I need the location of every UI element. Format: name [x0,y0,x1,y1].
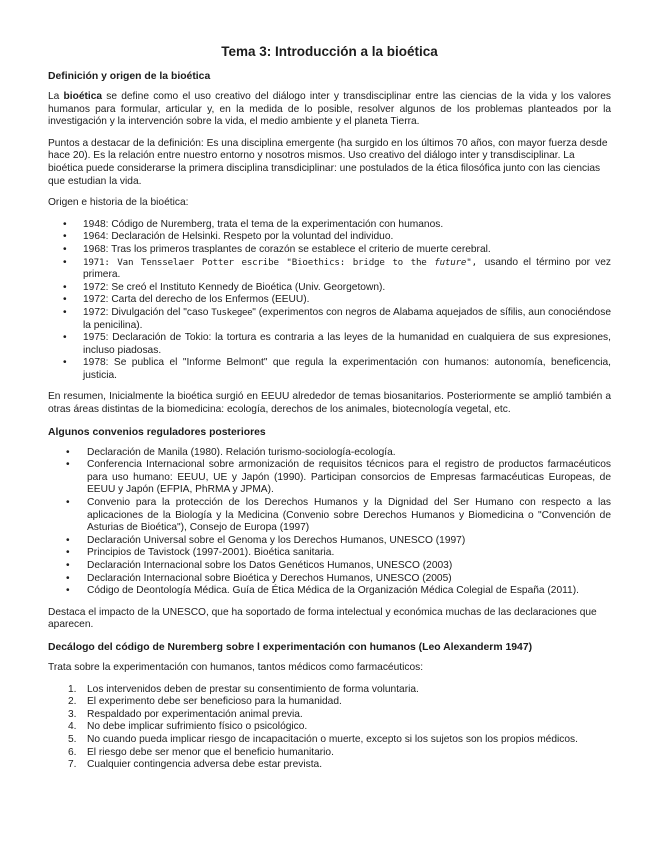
list-item [48,244,611,257]
text-run: La [48,91,64,102]
list-item-text: 1968: Tras los primeros trasplantes de corazón se establece el criterio de muerte cerebral. [83,243,491,255]
bullet-icon: • [66,560,70,571]
paragraph-definicion [48,91,611,129]
list-item-text: Principios de Tavistock (1997-2001). Bioética sanitaria. [87,547,335,559]
list-item [48,497,611,535]
list-item [48,747,611,760]
list-number: 2. [68,696,77,708]
list-item [48,219,611,232]
list-item [48,585,611,598]
list-item [48,294,611,307]
paragraph-unesco: Destaca el impacto de la UNESCO, que ha soportado de forma intelectual y económica muchas de las declaraciones que aparecen. [48,606,597,631]
bullet-icon: • [63,231,67,243]
list-item-text: Conferencia Internacional sobre armonización de requisitos técnicos para el registro de productos farmacéuticos para uso humano: EEUU, UE y Japón (1990). Participan consorcios de Empresas farmacéuticas Europeas, de EEUU y Japón (EFPIA, PhRMA y JPMA). [87,459,611,496]
origin-label: Origen e historia de la bioética: [48,197,189,209]
paragraph-puntos: Puntos a destacar de la definición: Es una disciplina emergente (ha surgido en los últimos 70 años, con mayor fuerza desde hace 20). Es la relación entre nuestro entorno y nosotros mismos. Uso creativo del diálogo inter y transdisciplinar. La bioética puede considerarse la primera disciplina transdiciplinar: une postulados de la ética filosófica junto con las ciencias que estudian la vida. [48,137,608,187]
bold-term-bioetica: bioética [63,91,103,102]
list-number: 6. [68,746,77,758]
timeline-list [48,219,611,383]
section-heading-definicion: Definición y origen de la bioética [48,71,211,82]
bullet-icon: • [63,256,67,268]
convenios-list [48,447,611,598]
list-item-tuskegee [48,307,611,332]
list-item-text: 1964: Declaración de Helsinki. Respeto por la voluntad del individuo. [83,231,394,243]
bullet-icon: • [66,547,70,559]
bullet-icon: • [63,294,67,306]
section-heading-decalogo: Decálogo del código de Nuremberg sobre l experimentación con humanos (Leo Alexanderm 1947) [48,641,533,653]
list-number: 5. [68,733,77,745]
paragraph-resumen: En resumen, Inicialmente la bioética surgió en EEUU alrededor de temas biosanitarios. Posteriormente se amplió también a otras áreas distintas de la biomedicina: ecología, derechos de los animales, biotecnología vegetal, etc. [48,391,611,416]
list-item-text: 1978: Se publica el "Informe Belmont" que regula la experimentación con humanos: autonomía, beneficencia, justicia. [83,357,611,381]
list-item [48,759,611,772]
list-number: 1. [68,683,77,695]
tuskegee-text-c: " (experimentos con negros de Alabama aquejados de sífilis, aun conociéndose la penicilina). [83,306,611,331]
list-item [48,709,611,722]
list-item-text: No cuando pueda implicar riesgo de incapacitación o muerte, excepto si los sujetos son los propios médicos. [87,733,578,745]
list-item-text: Cualquier contingencia adversa debe estar prevista. [87,759,323,771]
text-run: se define como el uso creativo del diálogo inter y transdisciplinar entre las ciencias de la vida y los valores humanos para formular, articular y, en la medida de lo posible, resolver algunos de los problemas planteados por la investigación y la intervención sobre la vida, el medio ambiente y el planeta Tierra. [48,91,611,128]
list-item-text: Declaración Universal sobre el Genoma y los Derechos Humanos, UNESCO (1997) [87,534,466,546]
list-item [48,734,611,747]
bullet-icon: • [63,306,67,318]
list-item [48,535,611,548]
list-item-text: El experimento debe ser beneficioso para la humanidad. [87,696,342,708]
list-item [48,282,611,295]
list-item [48,547,611,560]
list-item-text: 1948: Código de Nuremberg, trata el tema de la experimentación con humanos. [83,218,444,230]
list-item-text: Código de Deontología Médica. Guía de Ética Médica de la Organización Médica Colegial de España (2011). [87,585,579,597]
list-item [48,357,611,382]
list-item-text: Declaración Internacional sobre los Datos Genéticos Humanos, UNESCO (2003) [87,560,453,571]
bullet-icon: • [66,497,70,509]
list-item-text: Respaldado por experimentación animal previa. [87,708,303,720]
potter-text-mono: 1971: Van Tensselaer Potter escribe "Bioethics: bridge to the [83,256,435,268]
bullet-icon: • [66,585,70,597]
bullet-icon: • [63,357,67,369]
list-number: 4. [68,721,77,733]
bullet-icon: • [66,459,70,471]
list-item-text: 1972: Se creó el Instituto Kennedy de Bioética (Univ. Georgetown). [83,281,386,293]
list-number: 7. [68,759,77,771]
list-item-text: Declaración Internacional sobre Bioética y Derechos Humanos, UNESCO (2005) [87,572,452,584]
list-item [48,231,611,244]
list-item [48,684,611,697]
list-item-text: Declaración de Manila (1980). Relación turismo-sociología-ecología. [87,446,396,458]
list-item-text: El riesgo debe ser menor que el beneficio humanitario. [87,746,334,758]
section-heading-convenios: Algunos convenios reguladores posteriores [48,426,266,438]
list-item-text: 1972: Carta del derecho de los Enfermos (EEUU). [83,294,310,306]
tuskegee-term: Tuskegee [211,306,253,318]
paragraph-decalogo-intro: Trata sobre la experimentación con humanos, tantos médicos como farmacéuticos: [48,661,424,673]
list-item [48,332,611,357]
list-number: 3. [68,708,77,720]
bullet-icon: • [63,281,67,293]
bullet-icon: • [66,446,70,458]
potter-text-rest: usando el término por vez primera. [83,256,611,281]
list-item [48,560,611,573]
list-item-text: Los intervenidos deben de prestar su consentimiento de forma voluntaria. [87,683,419,695]
tuskegee-text-a: 1972: Divulgación del "caso [83,306,212,318]
list-item [48,447,611,460]
decalogo-list [48,684,611,772]
list-item-text: No debe implicar sufrimiento físico o psicológico. [87,721,308,733]
bullet-icon: • [63,332,67,344]
list-item [48,573,611,586]
bullet-icon: • [66,572,70,584]
list-item [48,696,611,709]
list-item-potter [48,257,611,282]
list-item [48,459,611,497]
bullet-icon: • [63,218,67,230]
list-item-text: 1975: Declaración de Tokio: la tortura es contraria a las leyes de la humanidad en cualquiera de sus expresiones, incluso piadosas. [83,332,611,356]
potter-text-italic: future [434,256,467,268]
bullet-icon: • [63,243,67,255]
bullet-icon: • [66,534,70,546]
potter-text-mono-end: ", [466,256,485,268]
list-item [48,721,611,734]
list-item-text: Convenio para la protección de los Derechos Humanos y la Dignidad del Ser Humano con respecto a las aplicaciones de la Biología y la Medicina (Convenio sobre Derechos Humanos y Biomedicina o "Convención de Asturias de Bioética"), Consejo de Europa (1997) [87,497,611,534]
document-title: Tema 3: Introducción a la bioética [221,44,438,59]
